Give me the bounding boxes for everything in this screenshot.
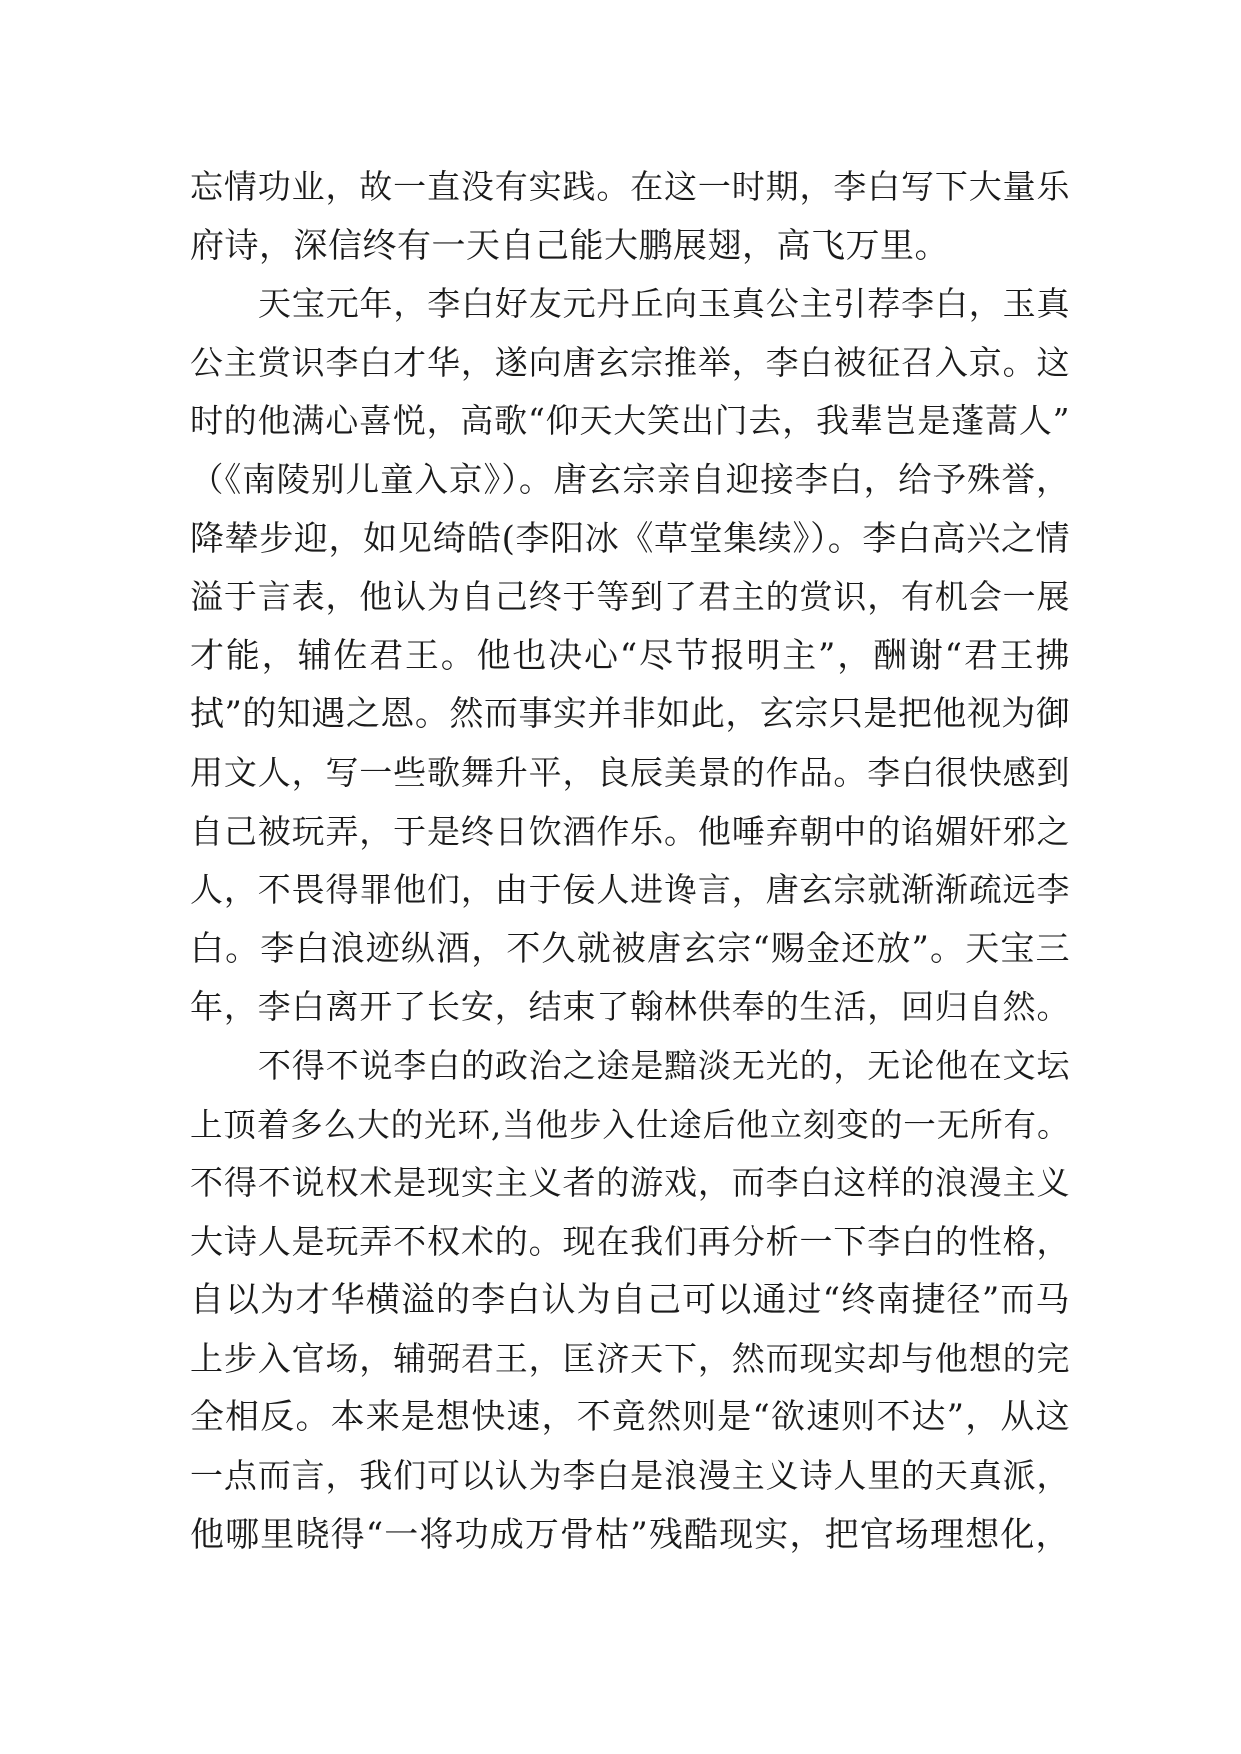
paragraph-start-line: 不得不说李白的政治之途是黯淡无光的，无论他在文坛	[258, 1045, 1070, 1085]
text-line: 忘情功业，故一直没有实践。在这一时期，李白写下大量乐	[190, 167, 1070, 206]
text-line: 用文人，写一些歌舞升平，良辰美景的作品。李白很快感到	[190, 752, 1070, 792]
body-text	[190, 158, 1070, 1564]
text-line: 上步入官场，辅弼君王，匡济天下，然而现实却与他想的完	[190, 1338, 1070, 1378]
text-line: 上顶着多么大的光环,当他步入仕途后他立刻变的一无所有。	[190, 1105, 1070, 1144]
text-line: 溢于言表，他认为自己终于等到了君主的赏识，有机会一展	[190, 577, 1070, 617]
text-line: 降辇步迎，如见绮皓(李阳冰《草堂集续》）。李白高兴之情	[190, 518, 1070, 559]
text-line: 才能，辅佐君王。他也决心“尽节报明主”，酬谢“君王拂	[190, 635, 1070, 676]
text-line: 府诗，深信终有一天自己能大鹏展翅，高飞万里。	[190, 225, 949, 266]
text-line: （《南陵别儿童入京》）。唐玄宗亲自迎接李白，给予殊誉，	[190, 459, 1070, 499]
text-line: 自己被玩弄，于是终日饮酒作乐。他唾弃朝中的谄媚奸邪之	[190, 811, 1070, 851]
text-line: 不得不说权术是现实主义者的游戏，而李白这样的浪漫主义	[190, 1163, 1070, 1203]
paragraph-start-line: 天宝元年，李白好友元丹丘向玉真公主引荐李白，玉真	[258, 284, 1070, 324]
text-line: 大诗人是玩弄不权术的。现在我们再分析一下李白的性格，	[190, 1221, 1070, 1261]
text-line: 公主赏识李白才华，遂向唐玄宗推举，李白被征召入京。这	[190, 342, 1070, 382]
text-line: 年，李白离开了长安，结束了翰林供奉的生活，回归自然。	[190, 987, 1070, 1027]
text-line: 他哪里晓得“一将功成万骨枯”残酷现实，把官场理想化，	[190, 1514, 1070, 1555]
text-line: 一点而言，我们可以认为李白是浪漫主义诗人里的天真派，	[190, 1456, 1070, 1496]
text-line: 白。李白浪迹纵酒，不久就被唐玄宗“赐金还放”。天宝三	[190, 928, 1070, 969]
text-line: 人，不畏得罪他们，由于佞人进谗言，唐玄宗就渐渐疏远李	[190, 870, 1070, 910]
text-line: 拭”的知遇之恩。然而事实并非如此，玄宗只是把他视为御	[190, 694, 1071, 735]
text-line: 时的他满心喜悦，高歌“仰天大笑出门去，我辈岂是蓬蒿人”	[190, 401, 1070, 441]
text-line: 自以为才华横溢的李白认为自己可以通过“终南捷径”而马	[190, 1280, 1070, 1321]
text-line: 全相反。本来是想快速，不竟然则是“欲速则不达”，从这	[190, 1397, 1070, 1438]
